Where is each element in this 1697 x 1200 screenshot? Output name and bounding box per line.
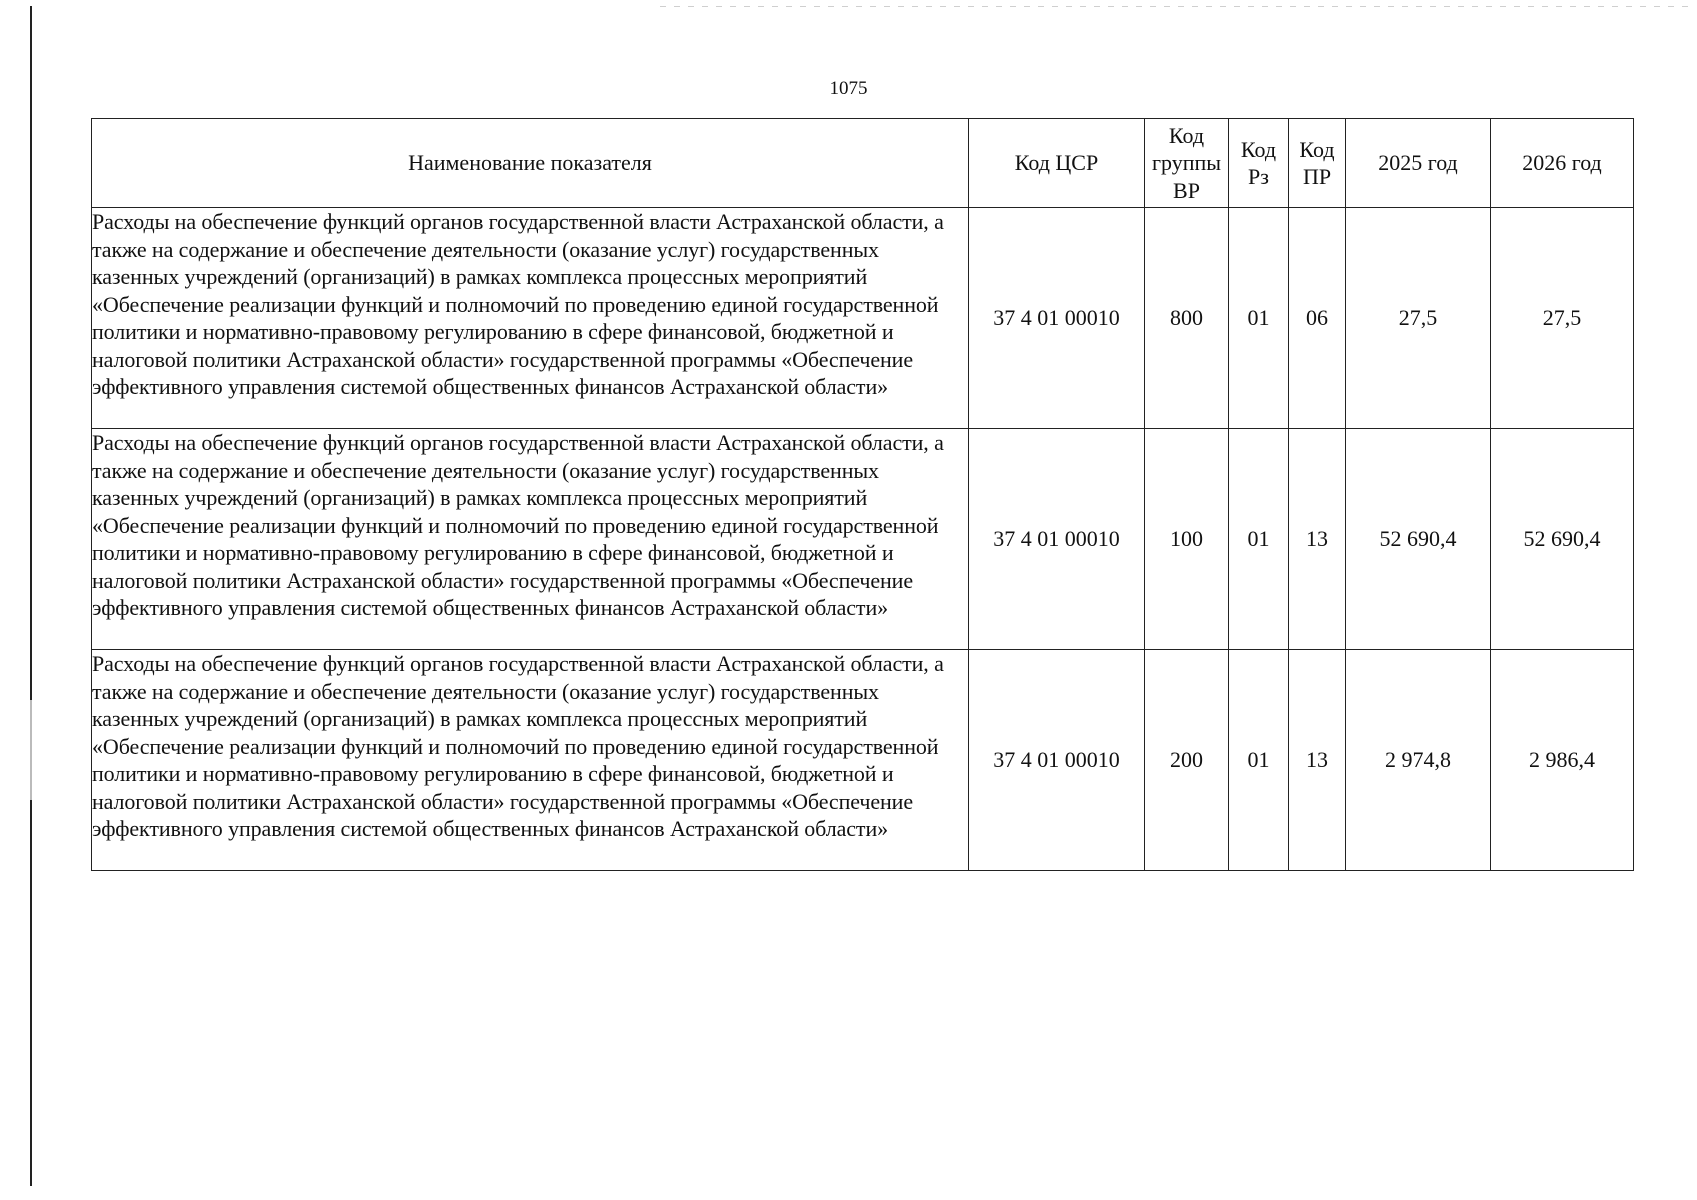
row-2025: 52 690,4 [1346,429,1491,650]
row-rz: 01 [1229,650,1289,871]
header-pr [1289,119,1346,208]
header-vr-line3: ВР [1173,177,1200,203]
header-vr-line2: группы [1151,150,1222,176]
scan-top-noise [660,6,1690,7]
row-2025: 2 974,8 [1346,650,1491,871]
row-name: Расходы на обеспечение функций органов государственной власти Астраханской области, а также на содержание и обеспечение деятельности (оказание услуг) государственных казенных учреждений (организаций) в рамках комплекса процессных мероприятий «Обеспечение реализации функций и полномочий по проведению единой государственной политики и нормативно-правовому регулированию в сфере финансовой, бюджетной и налоговой политики Астраханской области» государственной программы «Обеспечение эффективного управления системой общественных финансов Астраханской области» [92,429,969,650]
header-vr [1145,119,1229,208]
row-csr: 37 4 01 00010 [969,208,1145,429]
header-rz-line2: Рз [1248,164,1269,189]
header-pr-line1: Код [1299,136,1335,162]
row-2025: 27,5 [1346,208,1491,429]
row-name: Расходы на обеспечение функций органов государственной власти Астраханской области, а также на содержание и обеспечение деятельности (оказание услуг) государственных казенных учреждений (организаций) в рамках комплекса процессных мероприятий «Обеспечение реализации функций и полномочий по проведению единой государственной политики и нормативно-правовому регулированию в сфере финансовой, бюджетной и налоговой политики Астраханской области» государственной программы «Обеспечение эффективного управления системой общественных финансов Астраханской области» [92,208,969,429]
header-rz-line1: Код [1240,136,1277,162]
table-header-row [92,119,1634,208]
header-name: Наименование показателя [92,119,969,208]
header-rz [1229,119,1289,208]
header-pr-line2: ПР [1302,164,1332,189]
table-row [92,208,1634,429]
budget-table [91,118,1634,871]
table-row [92,429,1634,650]
row-pr: 06 [1289,208,1346,429]
scan-edge-line [30,6,32,1186]
header-year-2025: 2025 год [1346,119,1491,208]
page-number: 1075 [829,78,868,99]
scan-edge-fade [30,700,32,800]
row-csr: 37 4 01 00010 [969,429,1145,650]
row-2026: 27,5 [1491,208,1634,429]
row-name: Расходы на обеспечение функций органов государственной власти Астраханской области, а также на содержание и обеспечение деятельности (оказание услуг) государственных казенных учреждений (организаций) в рамках комплекса процессных мероприятий «Обеспечение реализации функций и полномочий по проведению единой государственной политики и нормативно-правовому регулированию в сфере финансовой, бюджетной и налоговой политики Астраханской области» государственной программы «Обеспечение эффективного управления системой общественных финансов Астраханской области» [92,650,969,871]
row-rz: 01 [1229,208,1289,429]
row-2026: 2 986,4 [1491,650,1634,871]
row-vr: 200 [1145,650,1229,871]
header-vr-line1: Код [1168,122,1205,148]
header-year-2026: 2026 год [1491,119,1634,208]
row-vr: 100 [1145,429,1229,650]
row-pr: 13 [1289,650,1346,871]
row-rz: 01 [1229,429,1289,650]
row-2026: 52 690,4 [1491,429,1634,650]
row-csr: 37 4 01 00010 [969,650,1145,871]
row-vr: 800 [1145,208,1229,429]
table-row [92,650,1634,871]
header-csr: Код ЦСР [969,119,1145,208]
row-pr: 13 [1289,429,1346,650]
